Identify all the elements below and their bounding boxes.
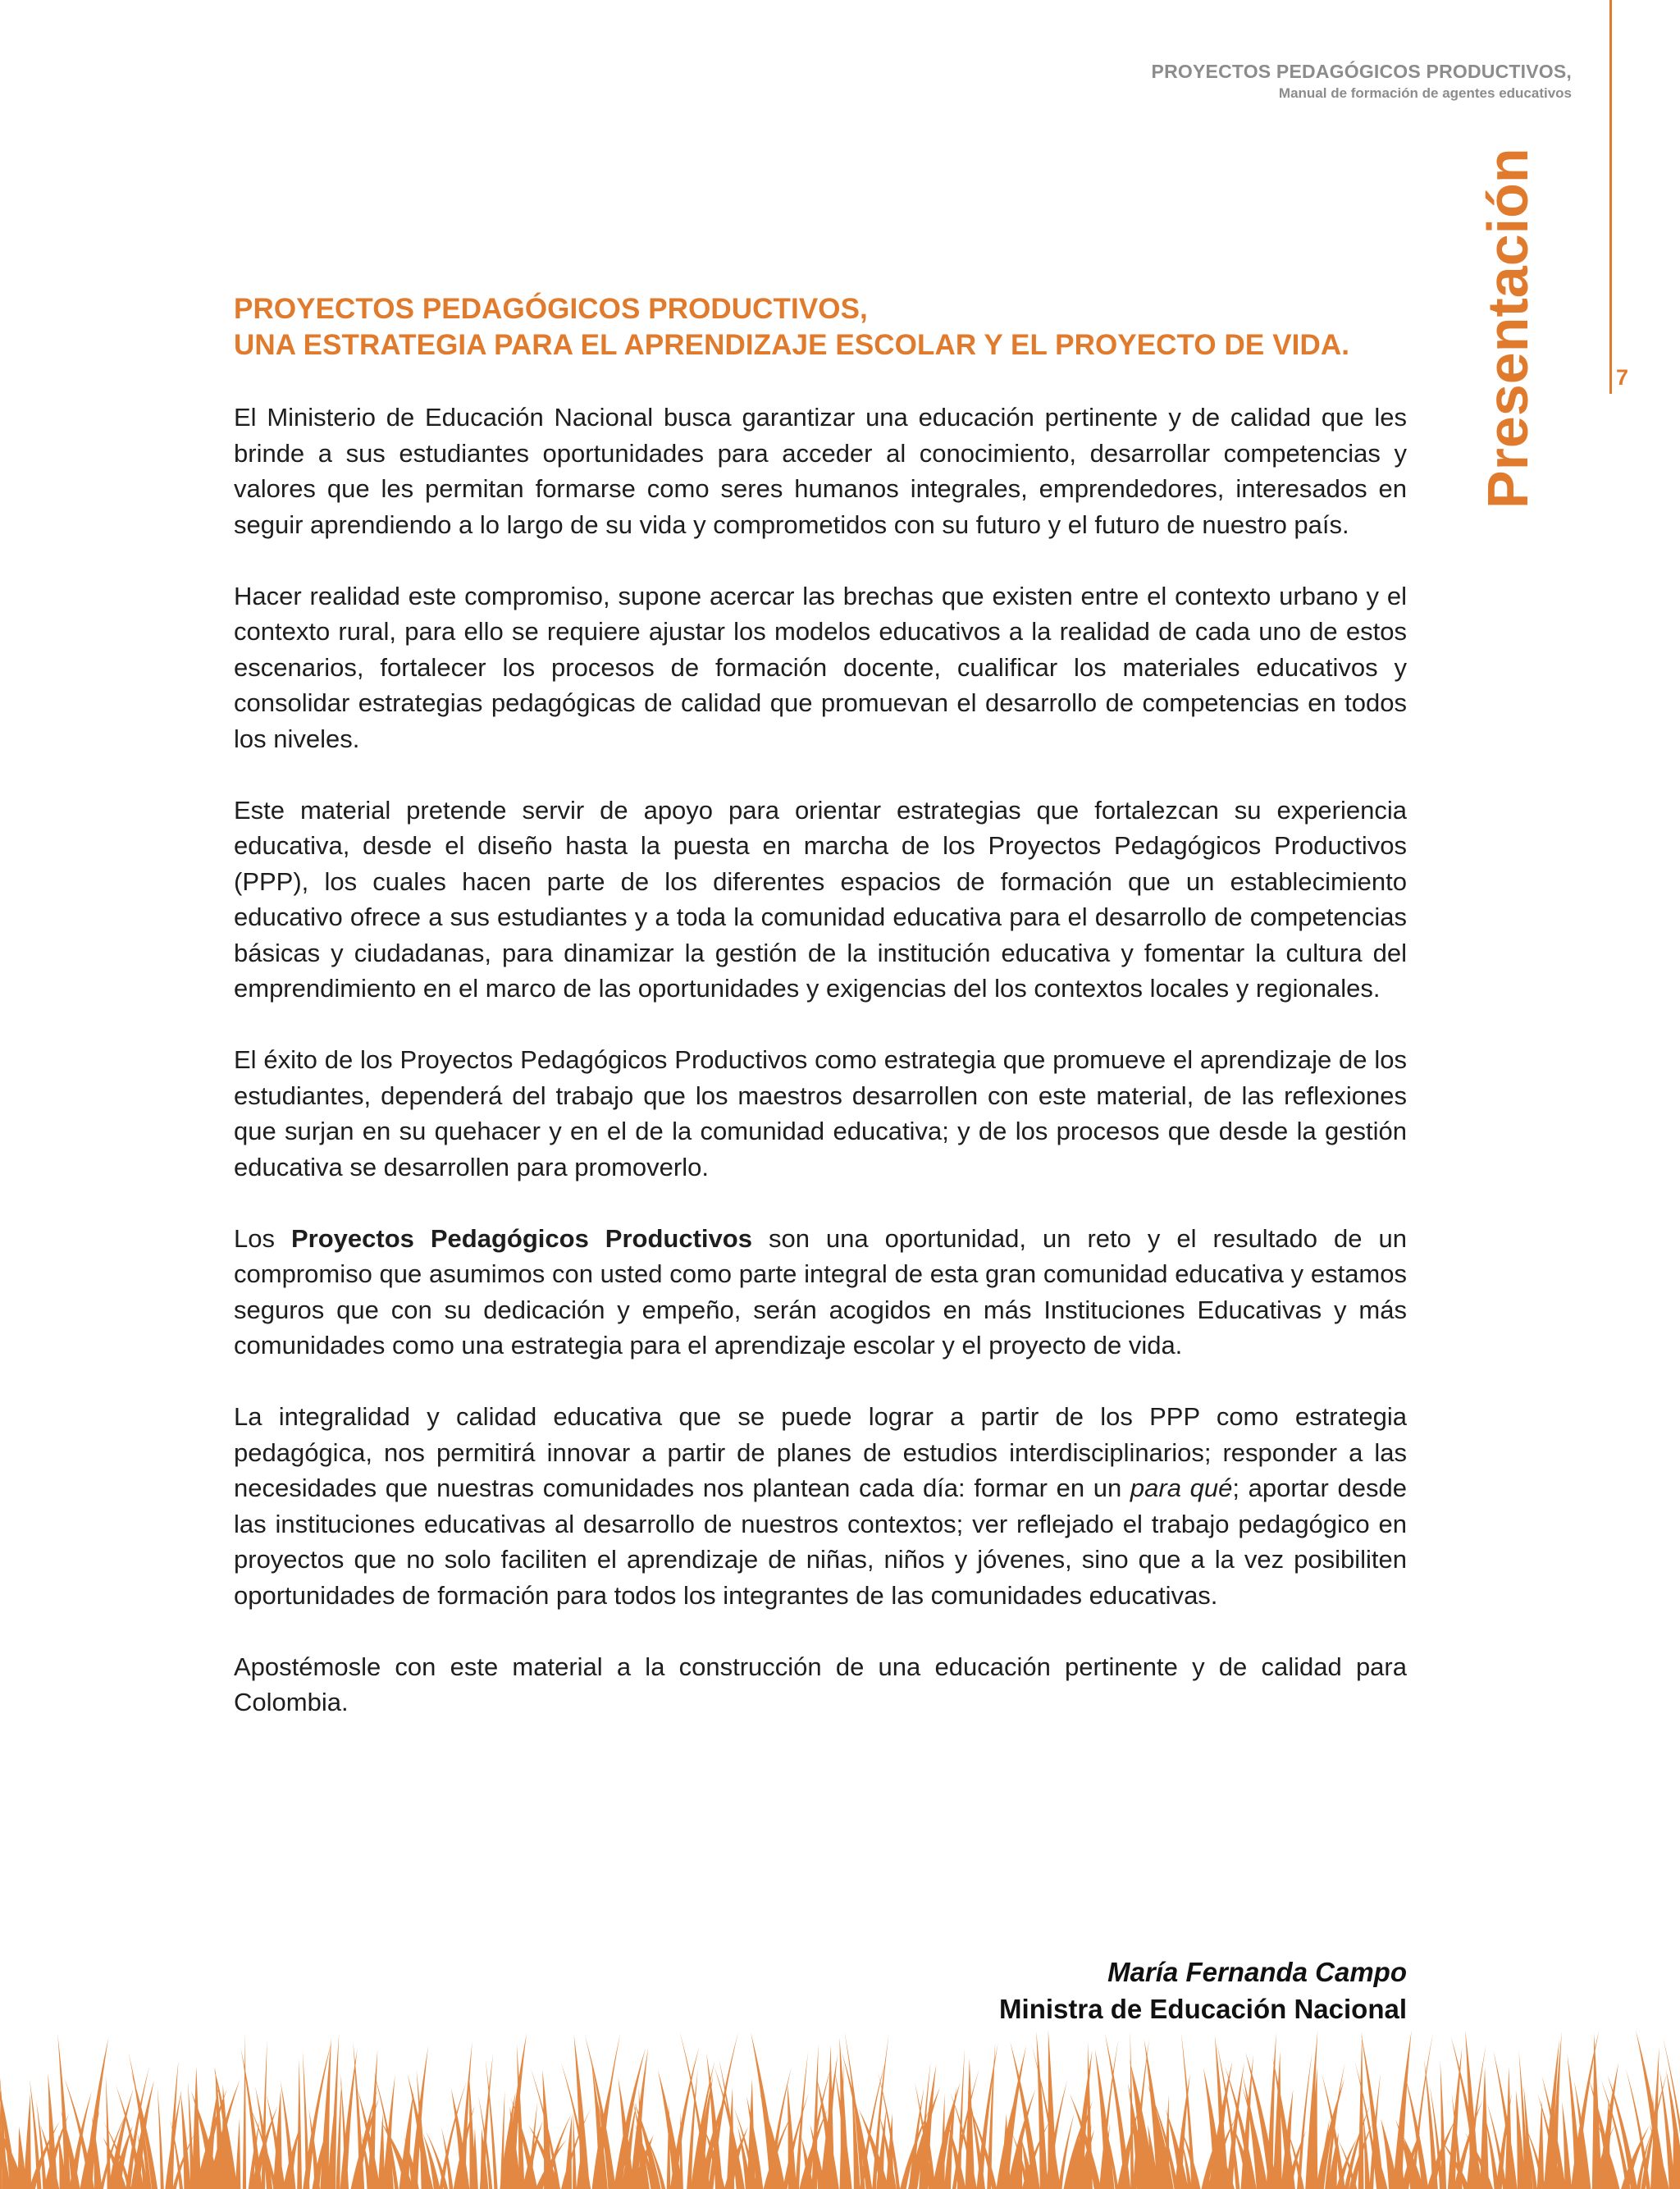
main-content [234, 291, 1407, 1756]
paragraph-5 [234, 1221, 1407, 1364]
paragraph-4: El éxito de los Proyectos Pedagógicos Productivos como estrategia que promueve el aprendizaje de los estudiantes, dependerá del trabajo que los maestros desarrollen con este material, de las reflexiones que surjan en su quehacer y en el de la comunidad educativa; y de los procesos que desde la gestión educativa se desarrollen para promoverlo. [234, 1045, 1407, 1181]
running-header-title: PROYECTOS PEDAGÓGICOS PRODUCTIVOS, [1151, 61, 1572, 82]
paragraph-5-rest: son una oportunidad, un reto y el resultado de un compromiso que asumimos con usted como parte integral de esta gran comunidad educativa y estamos seguros que con su dedicación y empeño, serán acogidos en más Instituciones Educativas y más comunidades como una estrategia para el aprendizaje escolar y el proyecto de vida. [234, 1223, 1407, 1360]
grass-blades [0, 2030, 1680, 2189]
paragraph-2: Hacer realidad este compromiso, supone acercar las brechas que existen entre el contexto urbano y el contexto rural, para ello se requiere ajustar los modelos educativos a la realidad de cada uno de estos escenarios, fortalecer los procesos de formación docente, cualificar los materiales educativos y consolidar estrategias pedagógicas de calidad que promuevan el desarrollo de competencias en todos los niveles. [234, 581, 1407, 753]
grass-path [0, 2030, 1680, 2189]
paragraph-7: Apostémosle con este material a la construcción de una educación pertinente y de calidad para Colombia. [234, 1652, 1407, 1716]
running-header [1152, 59, 1572, 103]
paragraph-5-prefix: Los [234, 1223, 291, 1253]
paragraph-6-italic: para qué [1130, 1474, 1233, 1502]
paragraph-6 [234, 1399, 1407, 1613]
main-heading [234, 291, 1407, 363]
signature-block [999, 1954, 1407, 2027]
grass-decoration [0, 2025, 1680, 2189]
paragraph-1: El Ministerio de Educación Nacional busca garantizar una educación pertinente y de calidad que les brinde a sus estudiantes oportunidades para acceder al conocimiento, desarrollar competencias y valores que les permitan formarse como seres humanos integrales, emprendedores, interesados en seguir aprendiendo a lo largo de su vida y comprometidos con su futuro y el futuro de nuestro país. [234, 403, 1407, 539]
signature-role: Ministra de Educación Nacional [999, 1994, 1407, 2024]
side-divider-line [1609, 0, 1612, 394]
heading-line-2: UNA ESTRATEGIA PARA EL APRENDIZAJE ESCOLAR Y EL PROYECTO DE VIDA. [234, 329, 1350, 361]
paragraph-5-bold: Proyectos Pedagógicos Productivos [290, 1223, 752, 1253]
page-number: 7 [1616, 365, 1629, 390]
section-title-vertical: Presentación [1476, 148, 1540, 509]
paragraph-3: Este material pretende servir de apoyo para orientar estrategias que fortalezcan su experiencia educativa, desde el diseño hasta la puesta en marcha de los Proyectos Pedagógicos Productivos (PPP), los cuales hacen parte de los diferentes espacios de formación que un establecimiento educativo ofrece a sus estudiantes y a toda la comunidad educativa para el desarrollo de competencias básicas y ciudadanas, para dinamizar la gestión de la institución educativa y fomentar la cultura del emprendimiento en el marco de las oportunidades y exigencias del los contextos locales y regionales. [234, 795, 1407, 1003]
paragraph-6-part-2: ; aportar desde las instituciones educativas al desarrollo de nuestros contextos; ver reflejado el trabajo pedagógico en proyectos que no solo faciliten el aprendizaje de niñas, niños y jóvenes, sino que a la vez posibiliten oportunidades de formación para todos los integrantes de las comunidades educativas. [234, 1474, 1407, 1610]
running-header-subtitle: Manual de formación de agentes educativos [1278, 85, 1572, 101]
paragraph-6-part-1: La integralidad y calidad educativa que se puede lograr a partir de los PPP como estrategia pedagógica, nos permitirá innovar a partir de planes de estudios interdisciplinarios; responder a las necesidades que nuestras comunidades nos plantean cada día: formar en un [234, 1402, 1407, 1502]
signature-name: María Fernanda Campo [1107, 1957, 1407, 1987]
heading-line-1: PROYECTOS PEDAGÓGICOS PRODUCTIVOS, [234, 293, 868, 325]
